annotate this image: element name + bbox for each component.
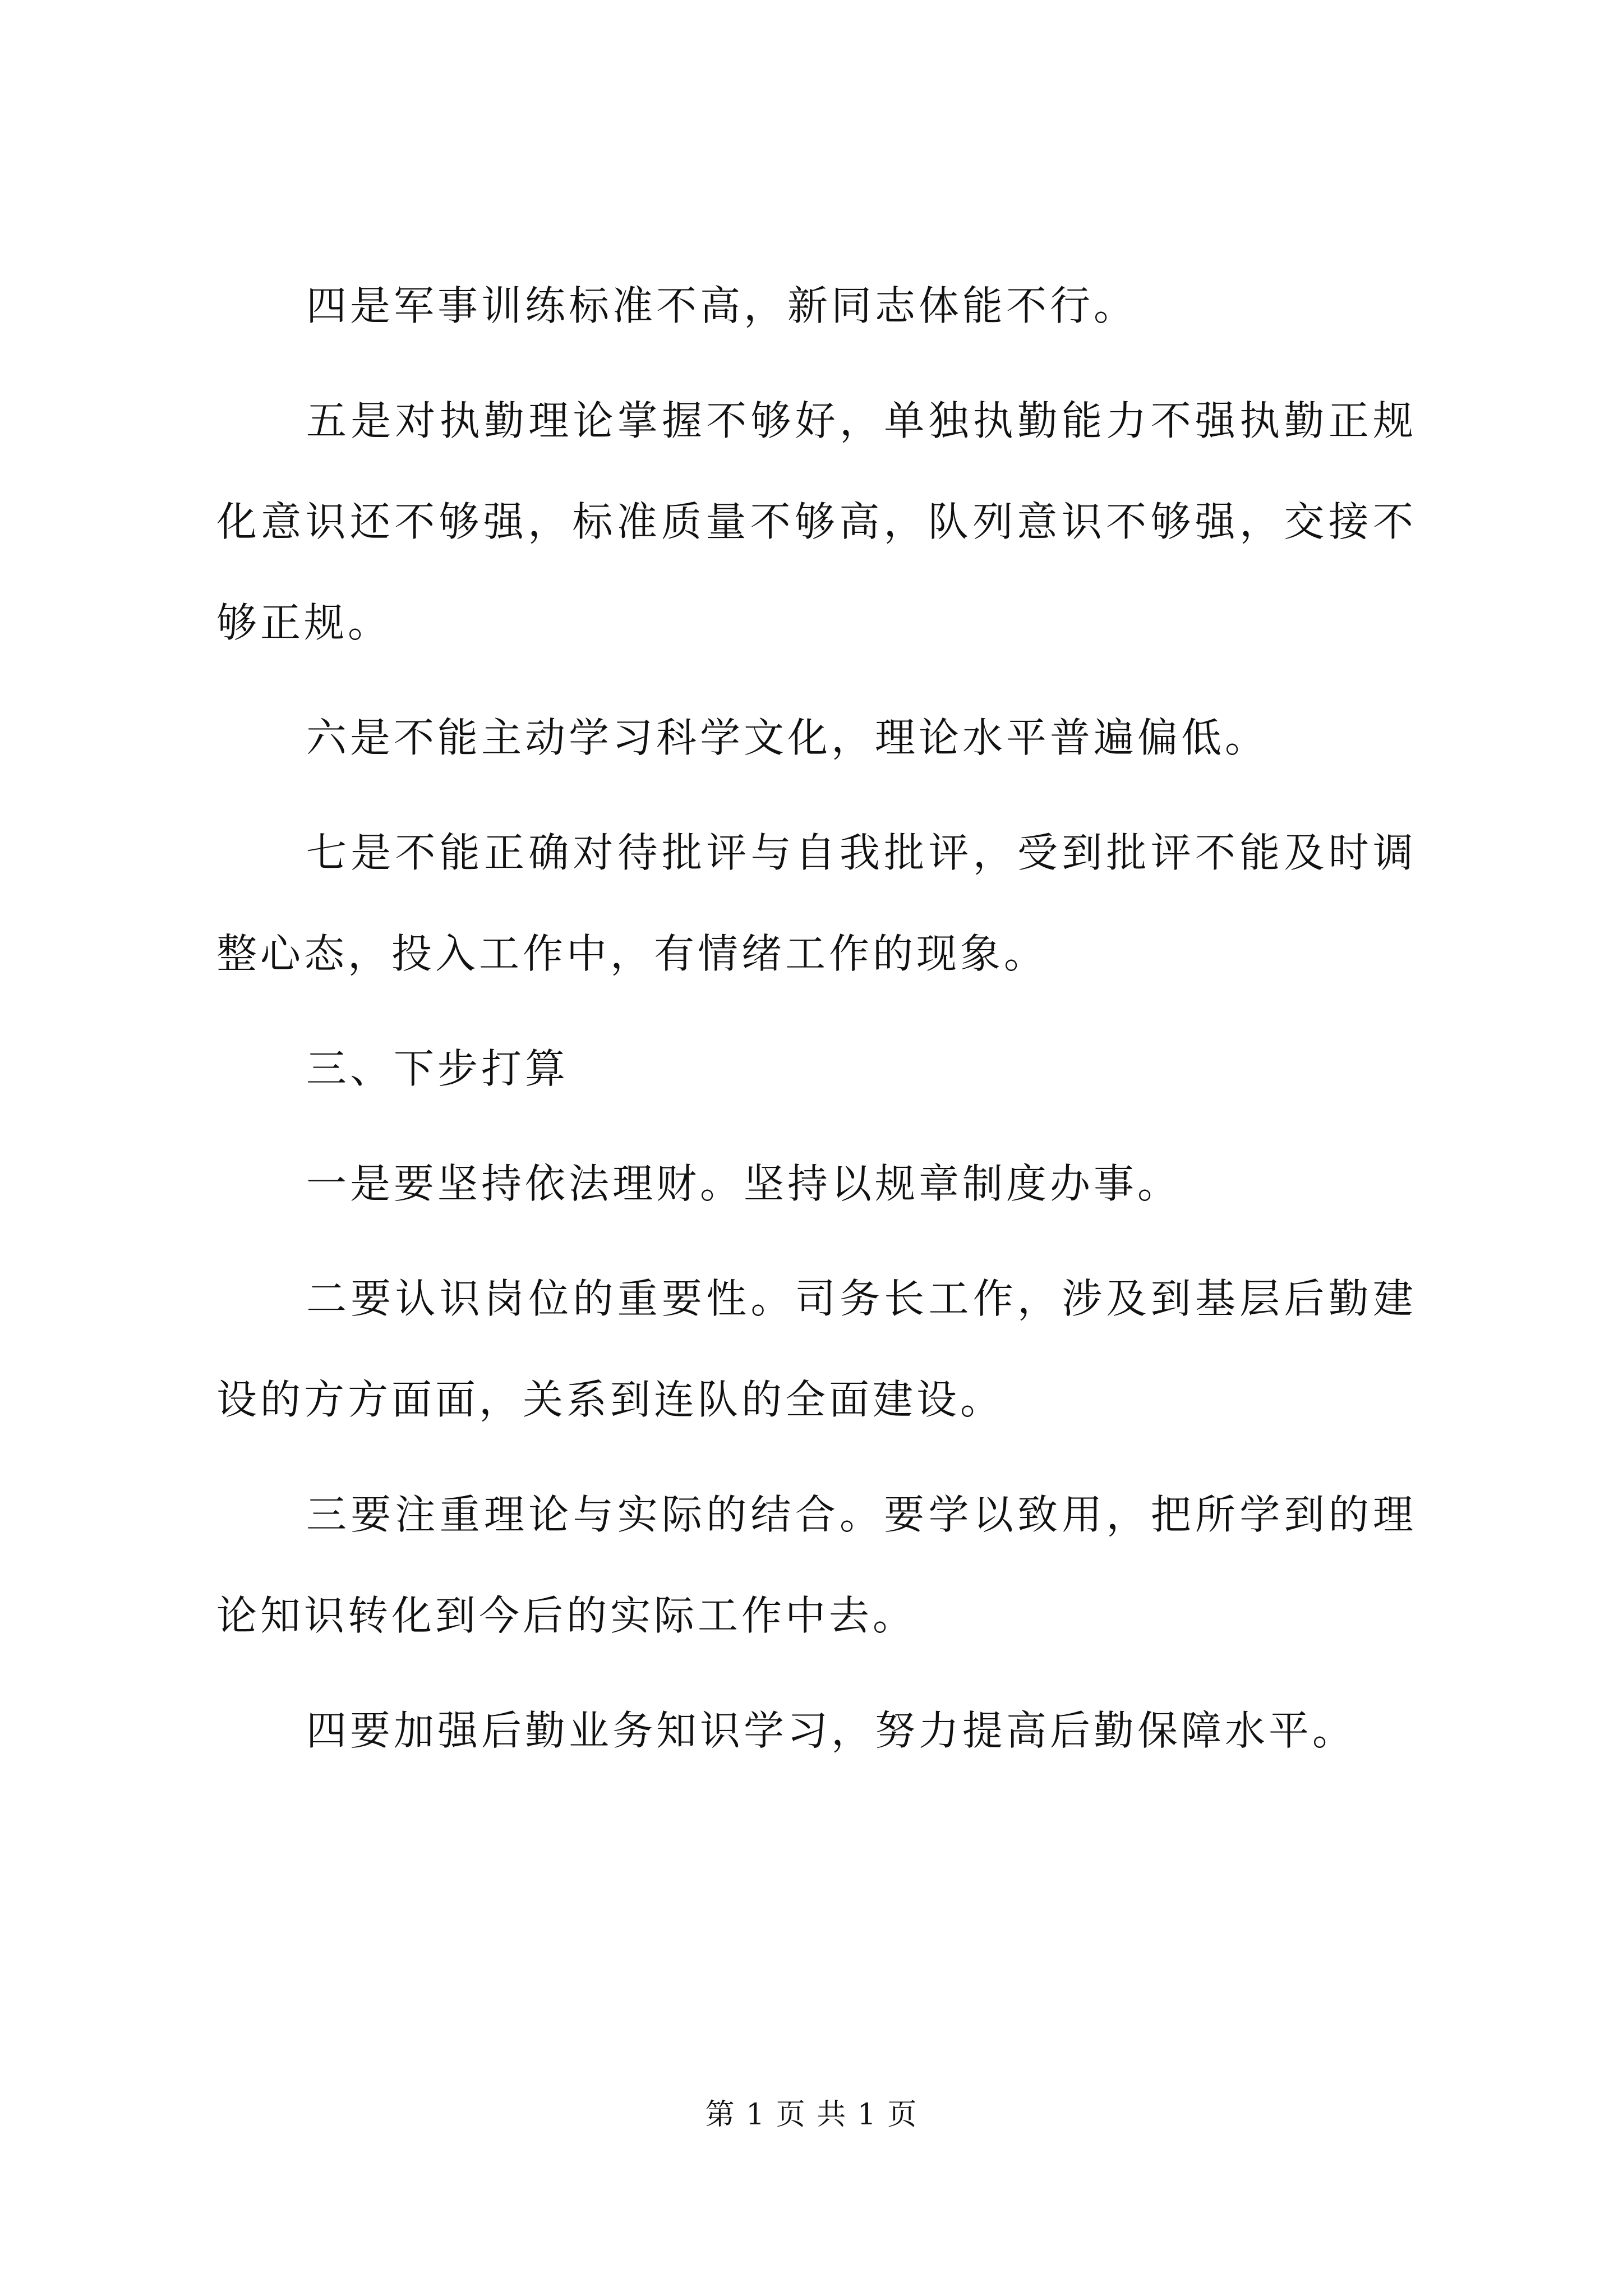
paragraph-financial-law: 一是要坚持依法理财。坚持以规章制度办事。 — [306, 1160, 1182, 1207]
paragraph-logistics-study: 四要加强后勤业务知识学习，努力提高后勤保障水平。 — [306, 1707, 1357, 1754]
page-number-footer: 第 1 页 共 1 页 — [705, 2098, 918, 2132]
paragraph-science-culture: 六是不能主动学习科学文化，理论水平普遍偏低。 — [306, 714, 1269, 761]
paragraph-criticism: 七是不能正确对待批评与自我批评，受到批评不能及时调整心态，投入工作中，有情绪工作的现象。 — [216, 829, 1417, 977]
section-heading-next-steps: 三、下步打算 — [306, 1045, 569, 1092]
paragraph-duty-theory: 五是对执勤理论掌握不够好，单独执勤能力不强执勤正规化意识还不够强，标准质量不够高，队列意识不够强，交接不够正规。 — [216, 397, 1417, 646]
document-body — [216, 255, 1417, 1795]
paragraph-training-standard: 四是军事训练标准不高，新同志体能不行。 — [306, 282, 1138, 329]
paragraph-post-importance: 二要认识岗位的重要性。司务长工作，涉及到基层后勤建设的方方面面，关系到连队的全面建设。 — [216, 1275, 1417, 1423]
paragraph-theory-practice: 三要注重理论与实际的结合。要学以致用，把所学到的理论知识转化到今后的实际工作中去。 — [216, 1491, 1417, 1639]
